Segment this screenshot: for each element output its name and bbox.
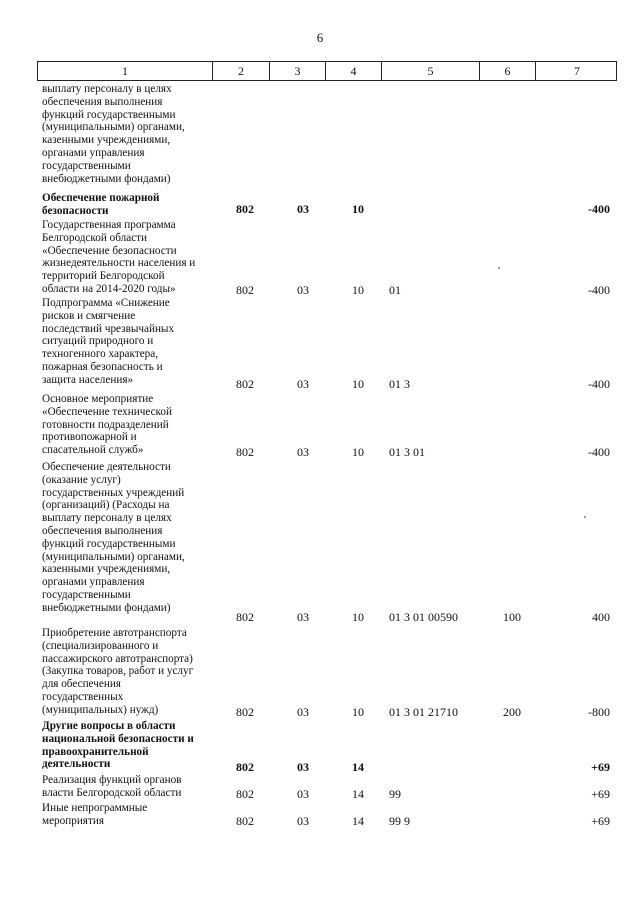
row-c5-cell: 01 bbox=[389, 283, 401, 297]
row-c3-cell: 03 bbox=[297, 377, 309, 391]
row-c4-cell: 10 bbox=[352, 202, 364, 216]
row-c7-cell: -400 bbox=[588, 377, 610, 391]
row-c2-cell: 802 bbox=[236, 787, 254, 801]
row-c2-cell: 802 bbox=[236, 705, 254, 719]
row-c2-cell: 802 bbox=[236, 377, 254, 391]
row-c4-cell: 14 bbox=[352, 787, 364, 801]
row-c5-cell: 01 3 bbox=[389, 377, 410, 391]
row-c7-cell: 400 bbox=[592, 610, 610, 624]
header-col-2: 2 bbox=[213, 62, 270, 80]
row-description: Обеспечение деятельности (оказание услуг) государственных учреждений (организаций) (Расходы на выплату персоналу в целях обеспечения выполнения функций государственными (муниципальными) органами, казенными учреждениями, органами управления государственными внебюджетными фондами) bbox=[42, 461, 185, 614]
row-description: выплату персоналу в целях обеспечения выполнения функций государственными (муниципальными) органами, казенными учреждениями, органами управления государственными внебюджетными фондами) bbox=[42, 83, 185, 185]
row-c4-cell: 14 bbox=[352, 760, 364, 774]
row-c7-cell: -800 bbox=[588, 705, 610, 719]
row-c3-cell: 03 bbox=[297, 787, 309, 801]
row-description: Подпрограмма «Снижение рисков и смягчение последствий чрезвычайных ситуаций природного и техногенного характера, пожарная безопасность и защита населения» bbox=[42, 297, 175, 386]
row-c3-cell: 03 bbox=[297, 705, 309, 719]
row-c5-cell: 01 3 01 21710 bbox=[389, 705, 458, 719]
row-c7-cell: +69 bbox=[591, 787, 610, 801]
row-c5-cell: 99 bbox=[389, 787, 401, 801]
row-c7-cell: -400 bbox=[588, 202, 610, 216]
page-number: 6 bbox=[316, 30, 324, 45]
row-c3-cell: 03 bbox=[297, 760, 309, 774]
row-c4-cell: 10 bbox=[352, 377, 364, 391]
row-c4-cell: 10 bbox=[352, 705, 364, 719]
row-c4-cell: 14 bbox=[352, 814, 364, 828]
header-col-4: 4 bbox=[326, 62, 382, 80]
header-col-1: 1 bbox=[38, 62, 213, 80]
row-c6-cell: 100 bbox=[503, 610, 521, 624]
row-c4-cell: 10 bbox=[352, 445, 364, 459]
header-col-3: 3 bbox=[270, 62, 326, 80]
row-c4-cell: 10 bbox=[352, 610, 364, 624]
row-c7-cell: +69 bbox=[591, 760, 610, 774]
row-c3-cell: 03 bbox=[297, 202, 309, 216]
row-c6-cell: 200 bbox=[503, 705, 521, 719]
row-description: Другие вопросы в области национальной безопасности и правоохранительной деятельности bbox=[42, 720, 194, 771]
header-col-5: 5 bbox=[382, 62, 480, 80]
header-col-7: 7 bbox=[574, 64, 580, 78]
row-description: Государственная программа Белгородской области «Обеспечение безопасности жизнедеятельности населения и территорий Белгородской области на 2014-2020 годы» bbox=[42, 219, 196, 295]
row-c2-cell: 802 bbox=[236, 610, 254, 624]
row-description: Иные непрограммные мероприятия bbox=[42, 802, 148, 827]
row-c3-cell: 03 bbox=[297, 445, 309, 459]
row-c2-cell: 802 bbox=[236, 283, 254, 297]
row-c2-cell: 802 bbox=[236, 760, 254, 774]
row-c3-cell: 03 bbox=[297, 283, 309, 297]
row-c7-cell: -400 bbox=[588, 283, 610, 297]
row-c2-cell: 802 bbox=[236, 445, 254, 459]
row-c4-cell: 10 bbox=[352, 283, 364, 297]
row-description: Реализация функций органов власти Белгородской области bbox=[42, 774, 182, 799]
row-c3-cell: 03 bbox=[297, 814, 309, 828]
row-c2-cell: 802 bbox=[236, 814, 254, 828]
row-c7-cell: -400 bbox=[588, 445, 610, 459]
row-description: Основное мероприятие «Обеспечение технической готовности подразделений противопожарной и спасательной служб» bbox=[42, 393, 172, 457]
row-c2-cell: 802 bbox=[236, 202, 254, 216]
row-c5-cell: 01 3 01 bbox=[389, 445, 425, 459]
row-description: Обеспечение пожарной безопасности bbox=[42, 192, 160, 217]
row-description: Приобретение автотранспорта (специализированного и пассажирского автотранспорта) (Закупка товаров, работ и услуг для обеспечения государственных (муниципальных) нужд) bbox=[42, 627, 194, 716]
scan-speck bbox=[498, 267, 500, 269]
row-c3-cell: 03 bbox=[297, 610, 309, 624]
scan-speck bbox=[584, 516, 586, 518]
row-c5-cell: 01 3 01 00590 bbox=[389, 610, 458, 624]
header-col-6: 6 bbox=[480, 62, 536, 80]
table-header bbox=[37, 61, 617, 81]
row-c5-cell: 99 9 bbox=[389, 814, 410, 828]
row-c7-cell: +69 bbox=[591, 814, 610, 828]
